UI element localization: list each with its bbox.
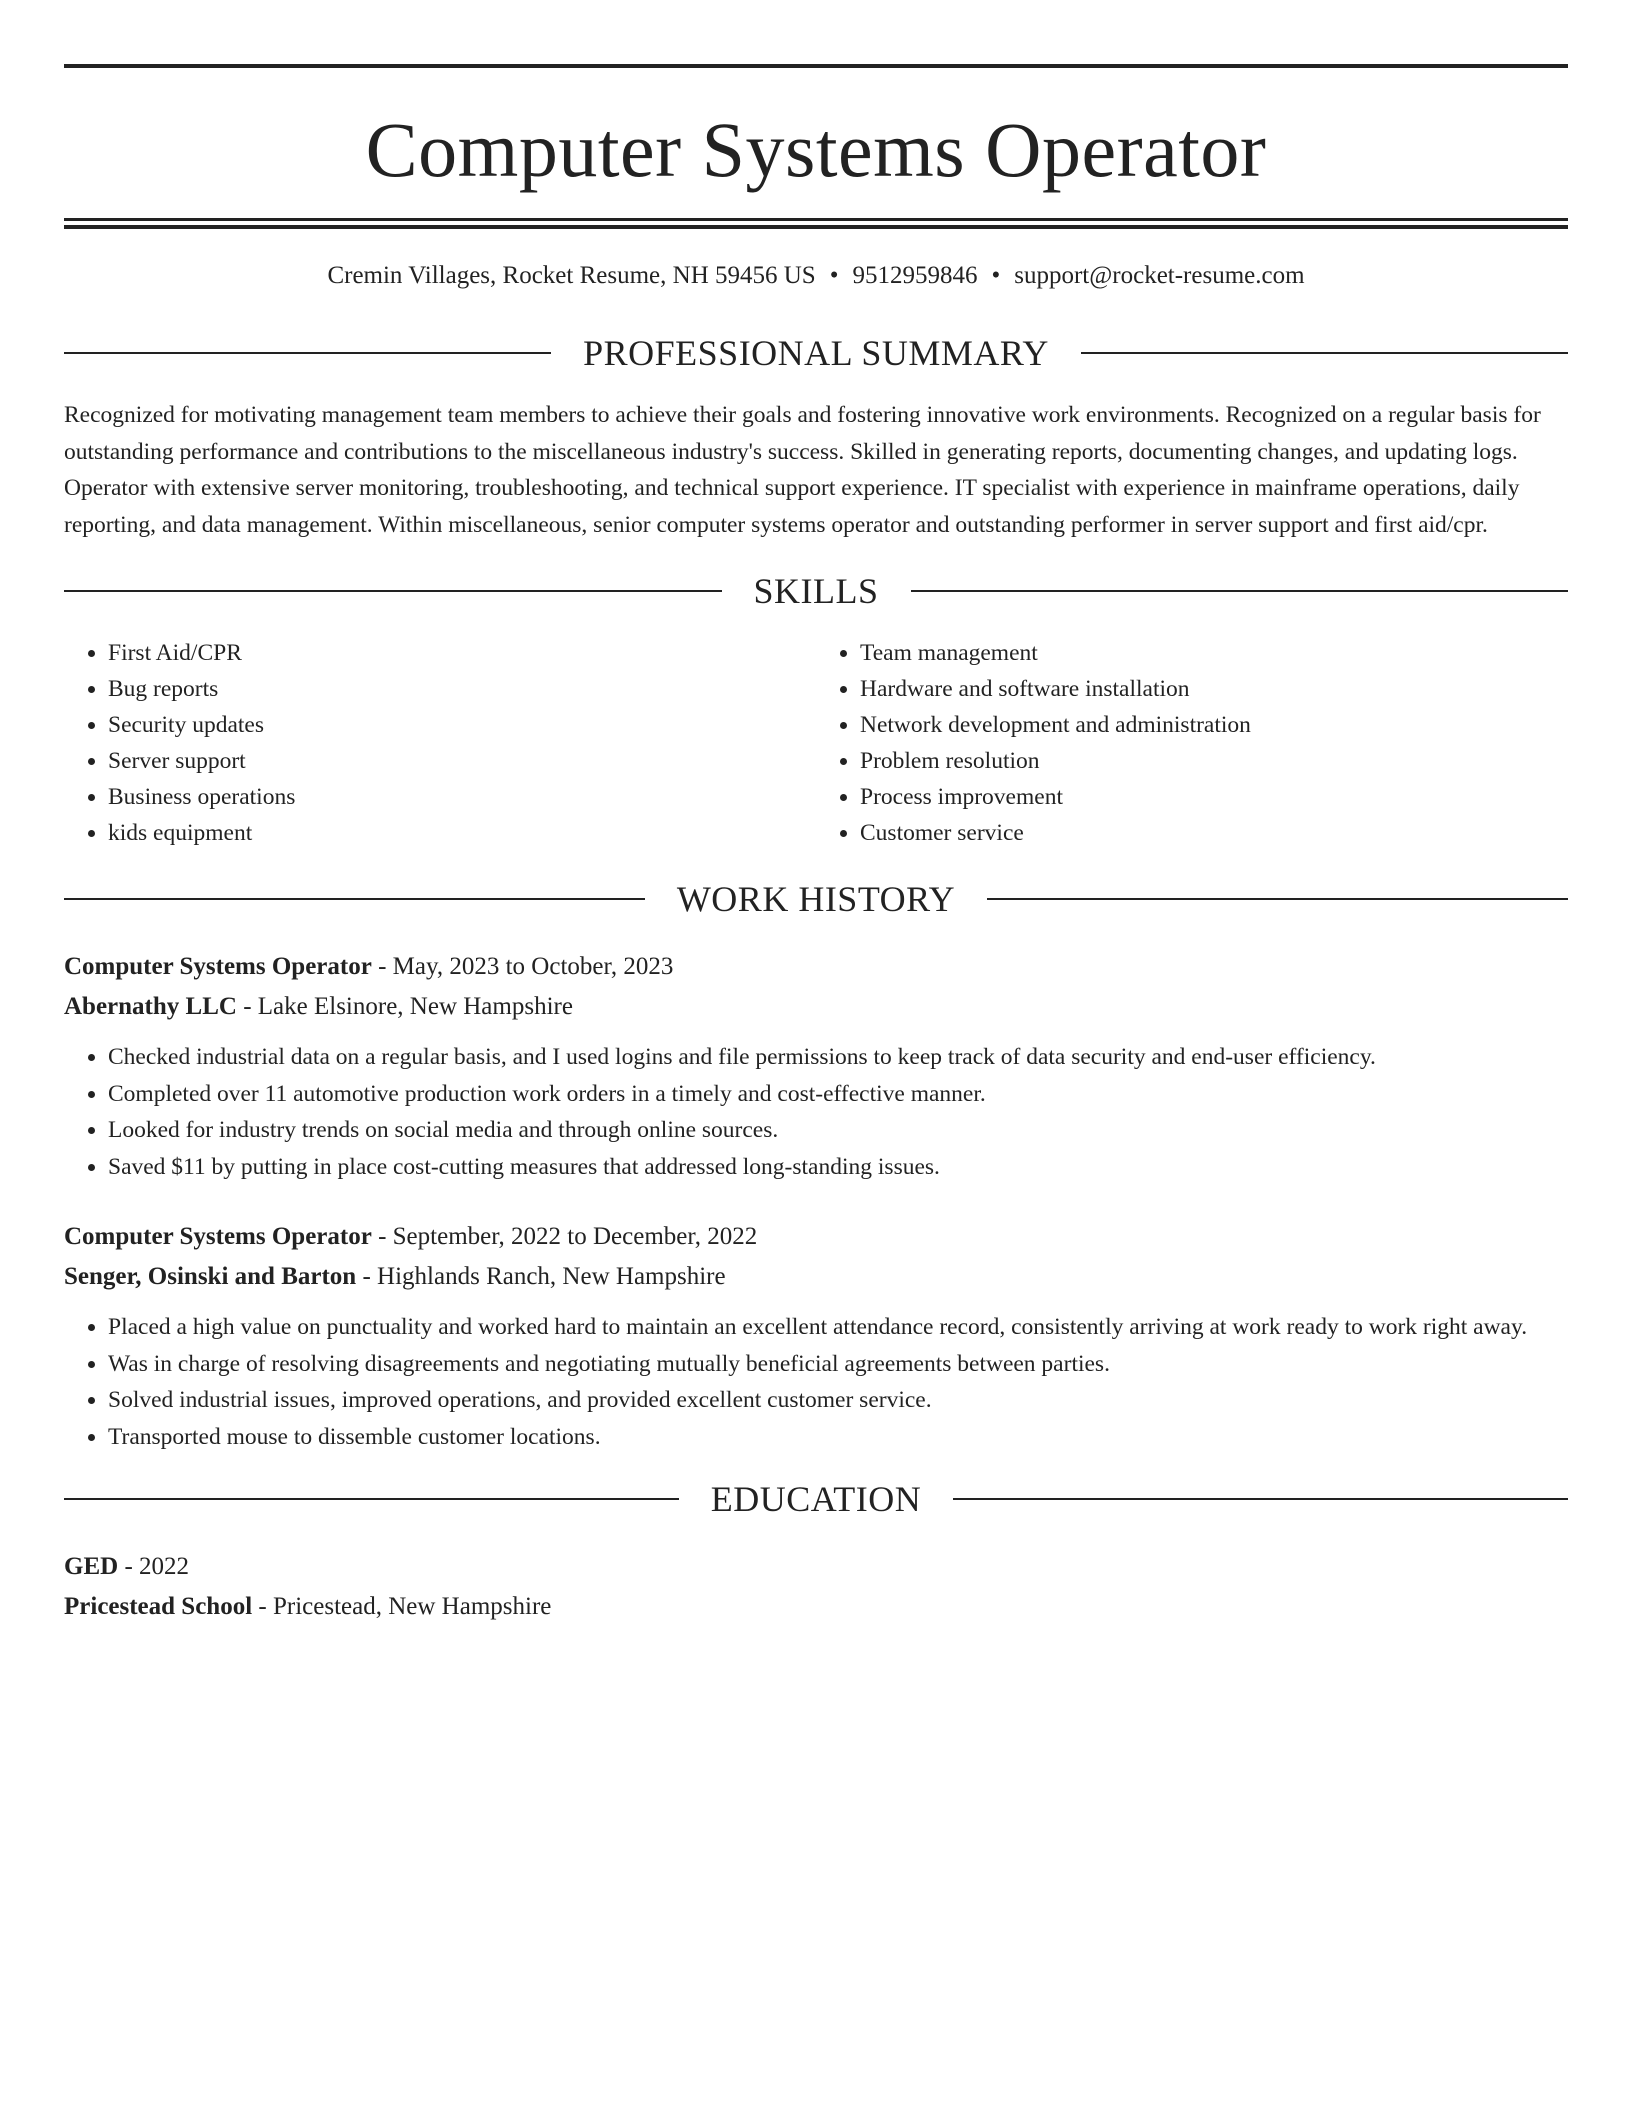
section-rule-right <box>911 590 1569 592</box>
section-rule-left <box>64 1498 679 1500</box>
skills-list-left <box>64 635 816 851</box>
education-entry <box>64 1547 1568 1627</box>
section-rule-left <box>64 352 551 354</box>
job-company-line <box>64 1257 1568 1297</box>
skill-item: • Customer service <box>860 815 1568 851</box>
skill-item: • Server support <box>108 743 816 779</box>
job-company: Senger, Osinski and Barton <box>64 1263 357 1290</box>
education-degree: GED <box>64 1553 119 1580</box>
work-section-title: WORK HISTORY <box>676 879 956 919</box>
skills-columns <box>64 635 1568 851</box>
education-school: Pricestead School <box>64 1593 253 1620</box>
resume-page <box>64 64 1568 1627</box>
skill-item: • Security updates <box>108 707 816 743</box>
skill-item: • Team management <box>860 635 1568 671</box>
job-bullet: • Checked industrial data on a regular basis, and I used logins and file permissions to keep track of data security and end-user efficiency. <box>108 1039 1568 1076</box>
job-bullet: • Was in charge of resolving disagreements and negotiating mutually beneficial agreements between parties. <box>108 1346 1568 1383</box>
candidate-name: Computer Systems Operator <box>365 106 1267 193</box>
job-title: Computer Systems Operator <box>64 953 372 980</box>
job-company-line <box>64 987 1568 1027</box>
skills-section-heading <box>64 569 1568 613</box>
job-company: Abernathy LLC <box>64 993 237 1020</box>
job-bullet: • Placed a high value on punctuality and worked hard to maintain an excellent attendance record, consistently arriving at work ready to work right away. <box>108 1309 1568 1346</box>
job-entry <box>64 1217 1568 1455</box>
skill-item: • Network development and administration <box>860 707 1568 743</box>
job-dates: - May, 2023 to October, 2023 <box>371 953 674 980</box>
skill-item: • Business operations <box>108 779 816 815</box>
education-degree-line <box>64 1547 1568 1587</box>
job-bullet: • Transported mouse to dissemble customer locations. <box>108 1419 1568 1456</box>
education-location: - Pricestead, New Hampshire <box>252 1593 552 1620</box>
job-location: - Lake Elsinore, New Hampshire <box>236 993 573 1020</box>
job-bullets <box>64 1309 1568 1455</box>
work-section-heading <box>64 877 1568 921</box>
job-title-line <box>64 947 1568 987</box>
contact-address: Cremin Villages, Rocket Resume, NH 59456 US <box>327 262 816 289</box>
job-entry <box>64 947 1568 1185</box>
education-section-title: EDUCATION <box>710 1479 922 1519</box>
job-bullet: • Looked for industry trends on social media and through online sources. <box>108 1112 1568 1149</box>
summary-section-heading <box>64 331 1568 375</box>
summary-section-title: PROFESSIONAL SUMMARY <box>583 333 1049 373</box>
skill-item: • First Aid/CPR <box>108 635 816 671</box>
contact-separator: • <box>991 262 1001 289</box>
header-double-rule <box>64 218 1568 229</box>
job-title: Computer Systems Operator <box>64 1223 372 1250</box>
job-bullet: • Completed over 11 automotive production work orders in a timely and cost-effective manner. <box>108 1076 1568 1113</box>
section-rule-right <box>987 898 1568 900</box>
skill-item: • Problem resolution <box>860 743 1568 779</box>
summary-paragraph: Recognized for motivating management team members to achieve their goals and fostering innovative work environments. Recognized on a regular basis for outstanding performance and contributions to the miscellaneous industry's success. Skilled in generating reports, documenting changes, and updating logs. Operator with extensive server monitoring, troubleshooting, and technical support experience. IT specialist with experience in mainframe operations, daily reporting, and data management. Within miscellaneous, senior computer systems operator and outstanding performer in server support and first aid/cpr. <box>64 402 1541 538</box>
skills-section-title: SKILLS <box>753 571 879 611</box>
section-rule-right <box>1081 352 1568 354</box>
job-location: - Highlands Ranch, New Hampshire <box>356 1263 726 1290</box>
education-school-line <box>64 1587 1568 1627</box>
contact-phone: 9512959846 <box>852 262 978 289</box>
section-rule-left <box>64 898 645 900</box>
contact-email: support@rocket-resume.com <box>1014 262 1305 289</box>
job-bullet: • Saved $11 by putting in place cost-cutting measures that addressed long-standing issues. <box>108 1149 1568 1186</box>
job-bullet: • Solved industrial issues, improved operations, and provided excellent customer service. <box>108 1382 1568 1419</box>
education-year: - 2022 <box>118 1553 190 1580</box>
skill-item: • Hardware and software installation <box>860 671 1568 707</box>
contact-line <box>64 259 1568 293</box>
skill-item: • Process improvement <box>860 779 1568 815</box>
job-bullets <box>64 1039 1568 1185</box>
section-rule-right <box>953 1498 1568 1500</box>
section-rule-left <box>64 590 722 592</box>
skills-list-right <box>816 635 1568 851</box>
skill-item: • kids equipment <box>108 815 816 851</box>
header-top-rule <box>64 64 1568 68</box>
skill-item: • Bug reports <box>108 671 816 707</box>
education-section-heading <box>64 1477 1568 1521</box>
job-dates: - September, 2022 to December, 2022 <box>371 1223 758 1250</box>
job-title-line <box>64 1217 1568 1257</box>
contact-separator: • <box>829 262 839 289</box>
